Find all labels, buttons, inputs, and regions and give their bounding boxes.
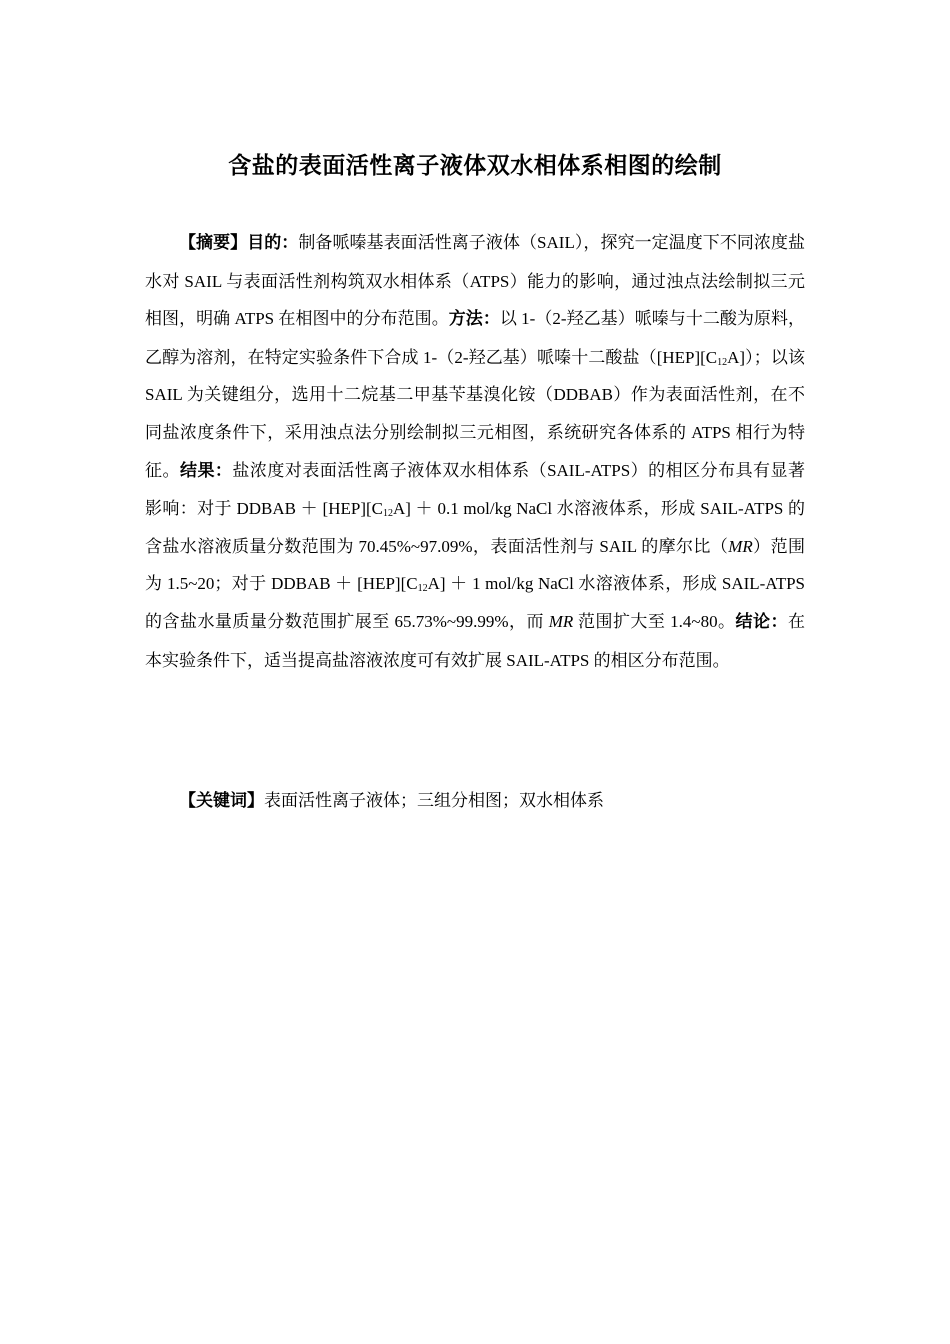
result-subscript-1: 12 xyxy=(383,508,393,520)
keywords-label: 【关键词】 xyxy=(179,791,264,811)
conclusion-text: 在本实验条件下，适当提高盐溶液浓度可有效扩展 SAIL-ATPS 的相区分布范围。 xyxy=(145,611,805,670)
abstract-label: 【摘要】 xyxy=(179,233,248,253)
result-text-1: 盐浓度对表面活性离子液体双水相体系（SAIL-ATPS）的相区分布具有显著影响：对于 DDBAB ＋ [HEP][C xyxy=(145,460,806,519)
result-subscript-2: 12 xyxy=(417,583,428,595)
result-label: 结果： xyxy=(179,460,233,481)
paper-title: 含盐的表面活性离子液体双水相体系相图的绘制 xyxy=(228,153,722,179)
result-text-5: 范围扩大至 1.4~80。 xyxy=(573,611,736,631)
keywords-text: 表面活性离子液体；三组分相图；双水相体系 xyxy=(264,791,604,810)
keywords-paragraph xyxy=(145,782,805,821)
purpose-text: 制备哌嗪基表面活性离子液体（SAIL），探究一定温度下不同浓度盐水对 SAIL 与表面活性剂构筑双水相体系（ATPS）能力的影响，通过浊点法绘制拟三元相图，明确 ATPS 在相图中的分布范围。 xyxy=(145,233,806,329)
mr-symbol-1: MR xyxy=(728,536,753,556)
abstract-paragraph xyxy=(145,224,805,679)
result-text-3: ）范围为 1.5~20；对于 DDBAB ＋ [HEP][C xyxy=(145,536,805,594)
mr-symbol-2: MR xyxy=(548,611,574,631)
result-text-2: A] ＋ 0.1 mol/kg NaCl 水溶液体系，形成 SAIL-ATPS 的含盐水溶液质量分数范围为 70.45%~97.09%，表面活性剂与 SAIL 的摩尔比（ xyxy=(145,499,805,556)
method-text-2: A]）；以该 SAIL 为关键组分，选用十二烷基二甲基苄基溴化铵（DDBAB）作为表面活性剂，在不同盐浓度条件下，采用浊点法分别绘制拟三元相图，系统研究各体系的 ATPS 相行为特征。 xyxy=(145,347,805,480)
conclusion-label: 结论： xyxy=(735,611,788,632)
result-text-4: A] ＋ 1 mol/kg NaCl 水溶液体系，形成 SAIL-ATPS 的含盐水量质量分数范围扩展至 65.73%~99.99%，而 xyxy=(145,574,805,631)
method-subscript: 12 xyxy=(717,356,728,368)
method-text-1: 以 1-（2-羟乙基）哌嗪与十二酸为原料，乙醇为溶剂，在特定实验条件下合成 1-（2-羟乙基）哌嗪十二酸盐（[HEP][C xyxy=(145,309,806,367)
purpose-label: 目的： xyxy=(247,233,299,253)
method-label: 方法： xyxy=(448,309,500,330)
